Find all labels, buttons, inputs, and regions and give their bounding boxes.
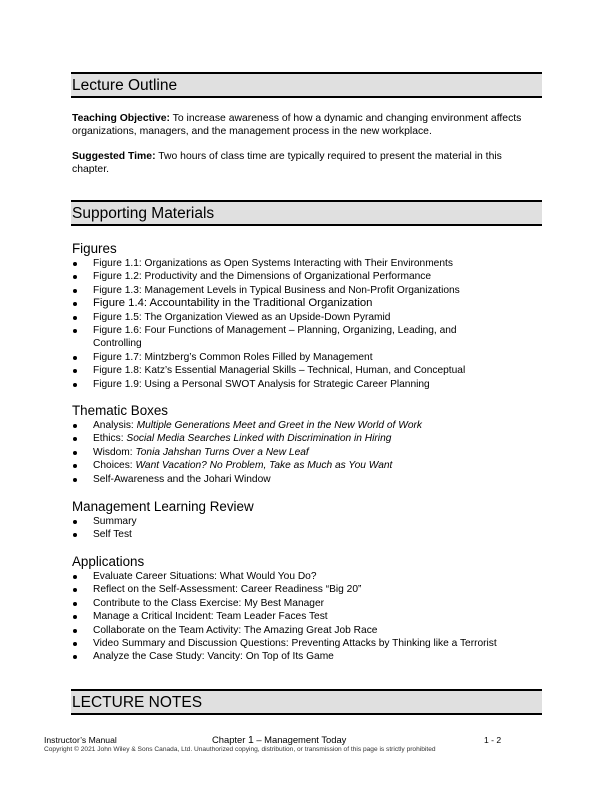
- thematic-title: Multiple Generations Meet and Greet in the New World of Work: [136, 420, 422, 431]
- supporting-materials-title: Supporting Materials: [72, 205, 215, 222]
- list-item: Figure 1.2: Productivity and the Dimensions of Organizational Performance: [72, 270, 542, 283]
- list-item: Manage a Critical Incident: Team Leader Faces Test: [72, 610, 542, 623]
- footer-chapter-title: – Management Today: [253, 734, 347, 745]
- lecture-outline-header: [71, 72, 542, 98]
- list-item: Evaluate Career Situations: What Would You Do?: [72, 570, 542, 583]
- list-item: Figure 1.3: Management Levels in Typical Business and Non-Profit Organizations: [72, 284, 542, 297]
- thematic-title: Social Media Searches Linked with Discrimination in Hiring: [126, 433, 392, 445]
- list-item: [72, 432, 542, 445]
- lecture-outline-title: Lecture Outline: [72, 77, 178, 94]
- list-item: Figure 1.4: Accountability in the Traditional Organization: [72, 297, 542, 310]
- teaching-objective: [72, 112, 540, 139]
- lecture-notes-title: LECTURE NOTES: [72, 694, 203, 711]
- footer-chapter-prefix: Chapter: [212, 734, 248, 745]
- list-item: Figure 1.8: Katz’s Essential Managerial Skills – Technical, Human, and Conceptual: [72, 364, 542, 377]
- list-item: [72, 459, 542, 472]
- teaching-objective-text: To increase awareness of how a dynamic and changing environment affects organizations, managers, and the management process in the new workplace.: [72, 113, 522, 138]
- applications-heading: Applications: [72, 554, 145, 569]
- learning-review-heading: Management Learning Review: [72, 499, 254, 514]
- list-item: Summary: [72, 515, 542, 528]
- thematic-boxes-list: [72, 419, 542, 486]
- thematic-boxes-heading: Thematic Boxes: [72, 403, 169, 418]
- teaching-objective-label: Teaching Objective:: [72, 113, 170, 124]
- footer-page-number: 1 - 2: [484, 735, 502, 745]
- list-item: Reflect on the Self-Assessment: Career Readiness “Big 20”: [72, 583, 542, 596]
- list-item: Figure 1.5: The Organization Viewed as an Upside-Down Pyramid: [72, 311, 542, 324]
- suggested-time: [72, 150, 540, 177]
- list-item: Collaborate on the Team Activity: The Amazing Great Job Race: [72, 624, 542, 637]
- supporting-materials-header: [71, 200, 542, 226]
- lecture-notes-header: [71, 689, 542, 715]
- list-item: [72, 419, 542, 432]
- footer-chapter-number: 1: [247, 735, 254, 746]
- list-item: Self Test: [72, 528, 542, 541]
- copyright-notice: Copyright © 2021 John Wiley & Sons Canada, Ltd. Unauthorized copying, distribution, or transmission of this page is strictly prohibited: [44, 746, 436, 753]
- list-item: Analyze the Case Study: Vancity: On Top of Its Game: [72, 650, 542, 663]
- footer-left: Instructor’s Manual: [44, 735, 117, 745]
- applications-list: [72, 570, 542, 664]
- learning-review-list: [72, 515, 542, 542]
- list-item: [72, 446, 542, 459]
- thematic-title: Want Vacation? No Problem, Take as Much as You Want: [135, 460, 393, 472]
- thematic-label: Wisdom:: [93, 446, 136, 458]
- footer-center: [212, 735, 346, 746]
- list-item: Figure 1.1: Organizations as Open Systems Interacting with Their Environments: [72, 257, 542, 270]
- list-item: Contribute to the Class Exercise: My Best Manager: [72, 597, 542, 610]
- figures-heading: Figures: [72, 241, 117, 256]
- list-item: Figure 1.9: Using a Personal SWOT Analysis for Strategic Career Planning: [72, 378, 542, 391]
- suggested-time-label: Suggested Time:: [72, 151, 156, 162]
- thematic-title: Tonia Jahshan Turns Over a New Leaf: [135, 446, 309, 458]
- list-item: Figure 1.7: Mintzberg’s Common Roles Filled by Management: [72, 351, 542, 364]
- thematic-label: Ethics:: [93, 433, 127, 445]
- figures-list: [72, 257, 542, 391]
- suggested-time-text: Two hours of class time are typically required to present the material in this chapter.: [72, 151, 502, 176]
- list-item: Video Summary and Discussion Questions: Preventing Attacks by Thinking like a Terrorist: [72, 637, 542, 650]
- list-item: Figure 1.6: Four Functions of Management – Planning, Organizing, Leading, and Controlling: [72, 324, 542, 351]
- thematic-label: Choices:: [93, 460, 136, 472]
- thematic-label: Self-Awareness and the Johari Window: [93, 473, 271, 485]
- thematic-label: Analysis:: [93, 420, 137, 431]
- list-item: [72, 473, 542, 486]
